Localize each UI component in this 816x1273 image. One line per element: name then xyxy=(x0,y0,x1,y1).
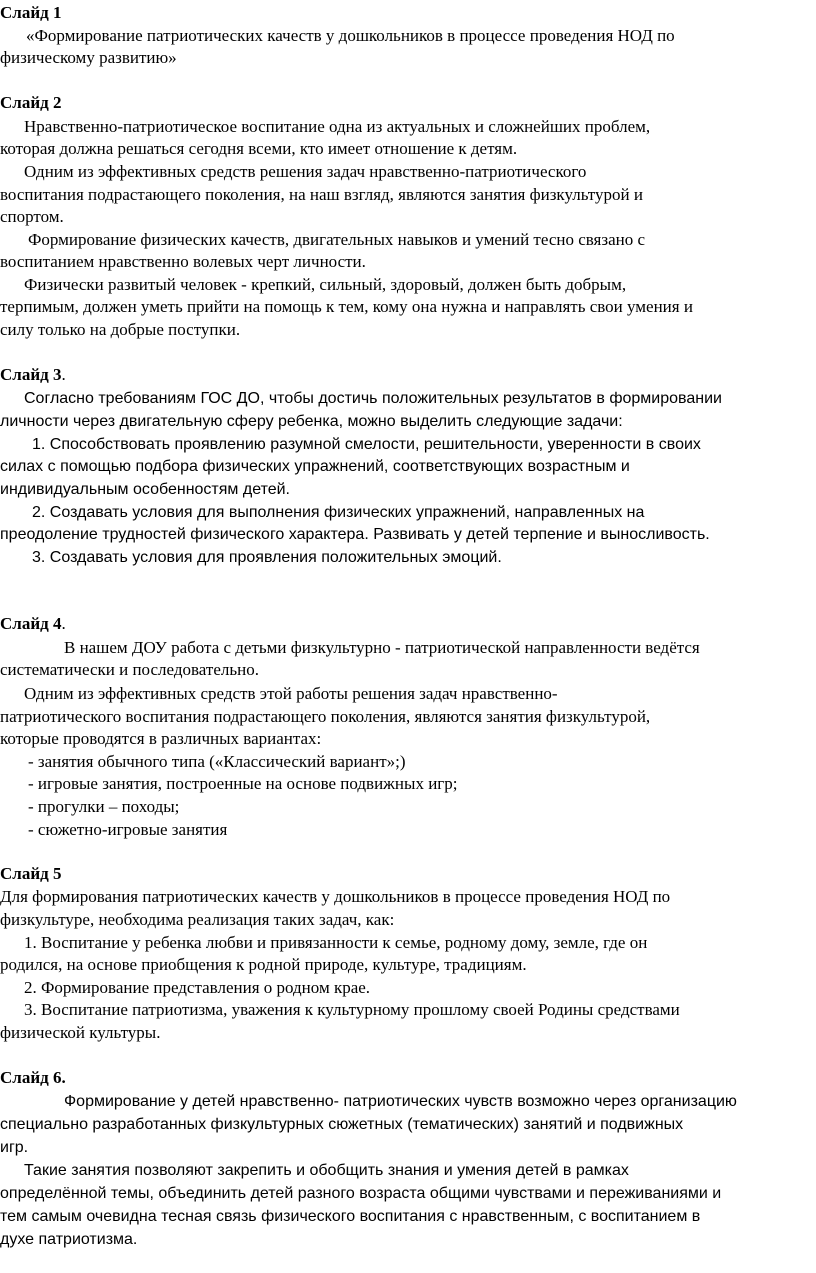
slide-5-line: 3. Воспитание патриотизма, уважения к культурному прошлому своей Родины средствами xyxy=(24,1000,680,1019)
slide-6-line: игр. xyxy=(0,1139,29,1156)
slide-3-line: индивидуальным особенностям детей. xyxy=(0,481,290,498)
slide-1-line: физическому развитию» xyxy=(0,48,177,67)
slide-2-line: которая должна решаться сегодня всеми, кто имеет отношение к детям. xyxy=(0,139,518,158)
slide-6-heading: Слайд 6. xyxy=(0,1068,66,1087)
slide-3-line: личности через двигательную сферу ребенка, можно выделить следующие задачи: xyxy=(0,413,623,430)
slide-3-heading-suffix: . xyxy=(61,365,66,384)
slide-5-line: 1. Воспитание у ребенка любви и привязанности к семье, родному дому, земле, где он xyxy=(24,933,648,952)
slide-6-line: специально разработанных физкультурных сюжетных (тематических) занятий и подвижных xyxy=(0,1116,684,1133)
slide-4-line: - сюжетно-игровые занятия xyxy=(28,820,228,839)
slide-2-heading: Слайд 2 xyxy=(0,93,62,112)
slide-2-line: воспитанием нравственно волевых черт личности. xyxy=(0,252,366,271)
slide-5-line: физкультуре, необходима реализация таких задач, как: xyxy=(0,910,395,929)
slide-5-heading: Слайд 5 xyxy=(0,864,62,883)
slide-4-heading xyxy=(0,613,66,635)
slide-2-line: силу только на добрые поступки. xyxy=(0,320,241,339)
slide-3-line: Согласно требованиям ГОС ДО, чтобы достичь положительных результатов в формировании xyxy=(24,390,722,407)
slide-2-line: Формирование физических качеств, двигательных навыков и умений тесно связано с xyxy=(28,230,646,249)
slide-4-line: патриотического воспитания подрастающего поколения, являются занятия физкультурой, xyxy=(0,707,651,726)
slide-2-line: терпимым, должен уметь прийти на помощь к тем, кому она нужна и направлять свои умения и xyxy=(0,297,693,316)
slide-4-line: Одним из эффективных средств этой работы решения задач нравственно- xyxy=(24,684,558,703)
slide-4-line: которые проводятся в различных вариантах: xyxy=(0,729,322,748)
slide-4-line: - игровые занятия, построенные на основе подвижных игр; xyxy=(28,774,458,793)
slide-4-heading-text: Слайд 4 xyxy=(0,614,62,633)
slide-3-line: преодоление трудностей физического характера. Развивать у детей терпение и выносливость. xyxy=(0,526,710,543)
slide-2-line: воспитания подрастающего поколения, на наш взгляд, являются занятия физкультурой и xyxy=(0,185,643,204)
slide-3-line: силах с помощью подбора физических упражнений, соответствующих возрастным и xyxy=(0,458,630,475)
slide-3-line: 3. Создавать условия для проявления положительных эмоций. xyxy=(32,549,502,566)
slide-3-line: 1. Способствовать проявлению разумной смелости, решительности, уверенности в своих xyxy=(32,436,701,453)
slide-5-line: физической культуры. xyxy=(0,1023,161,1042)
slide-2-line: спортом. xyxy=(0,207,64,226)
slide-6-line: Такие занятия позволяют закрепить и обобщить знания и умения детей в рамках xyxy=(24,1162,629,1179)
slide-5-line: родился, на основе приобщения к родной природе, культуре, традициям. xyxy=(0,955,527,974)
slide-1-heading: Слайд 1 xyxy=(0,3,62,22)
slide-2-line: Физически развитый человек - крепкий, сильный, здоровый, должен быть добрым, xyxy=(24,275,627,294)
slide-3-heading xyxy=(0,364,66,386)
slide-6-line: Формирование у детей нравственно- патриотических чувств возможно через организацию xyxy=(64,1093,737,1110)
slide-1-line: «Формирование патриотических качеств у дошкольников в процессе проведения НОД по xyxy=(26,26,675,45)
slide-4-line: систематически и последовательно. xyxy=(0,660,259,679)
slide-4-line: - занятия обычного типа («Классический вариант»;) xyxy=(28,752,406,771)
slide-6-line: определённой темы, объединить детей разного возраста общими чувствами и переживаниями и xyxy=(0,1185,722,1202)
slide-2-line: Нравственно-патриотическое воспитание одна из актуальных и сложнейших проблем, xyxy=(24,117,651,136)
slide-4-line: - прогулки – походы; xyxy=(28,797,180,816)
slide-4-line: В нашем ДОУ работа с детьми физкультурно - патриотической направленности ведётся xyxy=(64,638,700,657)
slide-3-line: 2. Создавать условия для выполнения физических упражнений, направленных на xyxy=(32,504,645,521)
slide-6-line: тем самым очевидна тесная связь физического воспитания с нравственным, с воспитанием в xyxy=(0,1208,701,1225)
slide-5-line: Для формирования патриотических качеств у дошкольников в процессе проведения НОД по xyxy=(0,887,671,906)
slide-3-heading-text: Слайд 3 xyxy=(0,365,62,384)
slide-4-heading-suffix: . xyxy=(61,614,66,633)
slide-2-line: Одним из эффективных средств решения задач нравственно-патриотического xyxy=(24,162,587,181)
slide-6-line: духе патриотизма. xyxy=(0,1231,138,1248)
slide-5-line: 2. Формирование представления о родном крае. xyxy=(24,978,371,997)
